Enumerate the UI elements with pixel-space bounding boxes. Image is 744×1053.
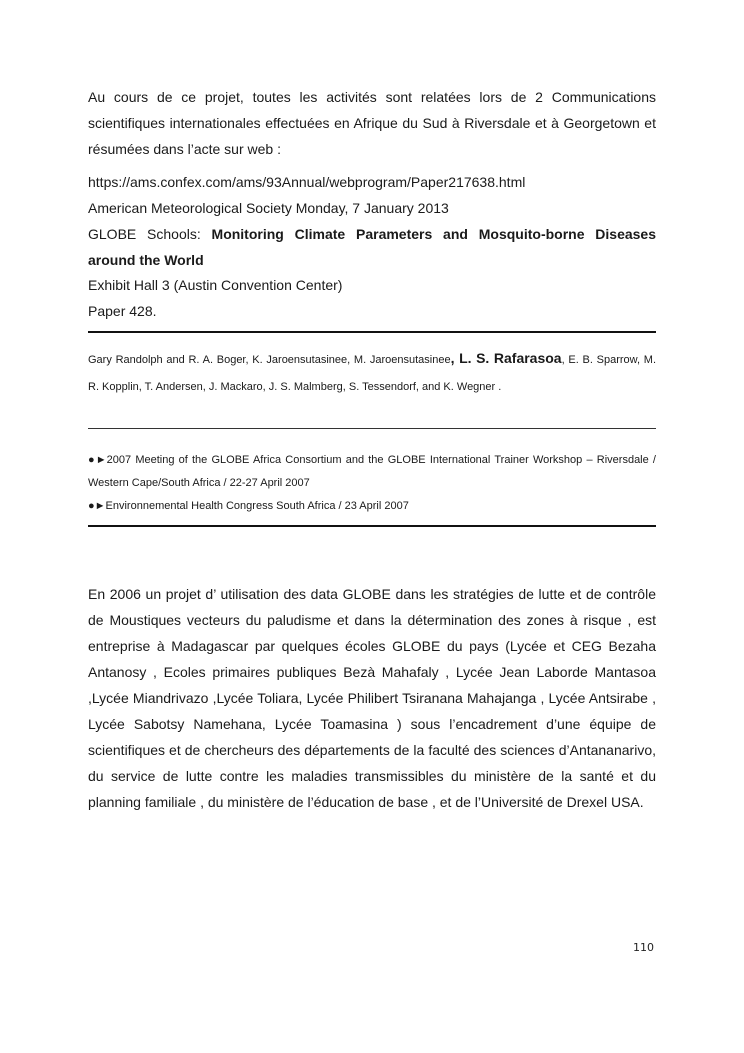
- events-list: [88, 449, 656, 518]
- event-item: ●►Environnemental Health Congress South Africa / 23 April 2007: [88, 500, 409, 512]
- authors-list: [88, 345, 656, 401]
- reference-schools-title: Monitoring Climate Parameters and Mosquito-borne Diseases around the World: [88, 226, 657, 268]
- main-paragraph: En 2006 un projet d’ utilisation des data GLOBE dans les stratégies de lutte et de contrôle de Moustiques vecteurs du paludisme et dans la détermination des zones à risque , est entreprise à Madagascar par quelques écoles GLOBE du pays (Lycée et CEG Bezaha Antanosy , Ecoles primaires publiques Bezà Mahafaly , Lycée Jean Laborde Mantasoa ,Lycée Miandrivazo ,Lycée Toliara, Lycée Philibert Tsiranana Mahajanga , Lycée Antsirabe , Lycée Sabotsy Namehana, Lycée Toamasina ) sous l’encadrement d’une équipe de scientifiques et de chercheurs des départements de la faculté des sciences d’Antananarivo, du service de lutte contre les maladies transmissibles du ministère de la santé et du planning familiale , du ministère de l’éducation de base , et de l’Université de Drexel USA.: [88, 586, 656, 810]
- authors-highlight: L. S. Rafarasoa: [459, 350, 562, 366]
- event-item: ●►2007 Meeting of the GLOBE Africa Consortium and the GLOBE International Trainer Workshop – Riversdale / Western Cape/South Africa / 22-27 April 2007: [88, 454, 656, 489]
- authors-comma: ,: [450, 350, 460, 366]
- authors-after: , E. B. Sparrow, M. R. Kopplin, T. Andersen, J. Mackaro, J. S. Malmberg, S. Tessendorf, and K. Wegner .: [88, 354, 657, 393]
- reference-paper: Paper 428.: [88, 302, 157, 319]
- divider-middle: [88, 428, 656, 429]
- reference-schools-prefix: GLOBE Schools:: [88, 226, 212, 242]
- document-page: [88, 84, 656, 815]
- reference-url: https://ams.confex.com/ams/93Annual/webprogram/Paper217638.html: [88, 174, 526, 190]
- reference-schools: [88, 221, 656, 273]
- intro-paragraph: Au cours de ce projet, toutes les activités sont relatées lors de 2 Communications scientifiques internationales effectuées en Afrique du Sud à Riversdale et à Georgetown et résumées dans l’acte sur web :: [88, 89, 656, 157]
- divider-top: [88, 331, 656, 333]
- divider-bottom: [88, 525, 656, 527]
- page-number: 110: [633, 941, 654, 954]
- reference-society: American Meteorological Society Monday, 7 January 2013: [88, 199, 449, 216]
- authors-before: Gary Randolph and R. A. Boger, K. Jaroensutasinee, M. Jaroensutasinee: [88, 354, 451, 366]
- reference-block: [88, 170, 656, 324]
- reference-hall: Exhibit Hall 3 (Austin Convention Center): [88, 277, 343, 293]
